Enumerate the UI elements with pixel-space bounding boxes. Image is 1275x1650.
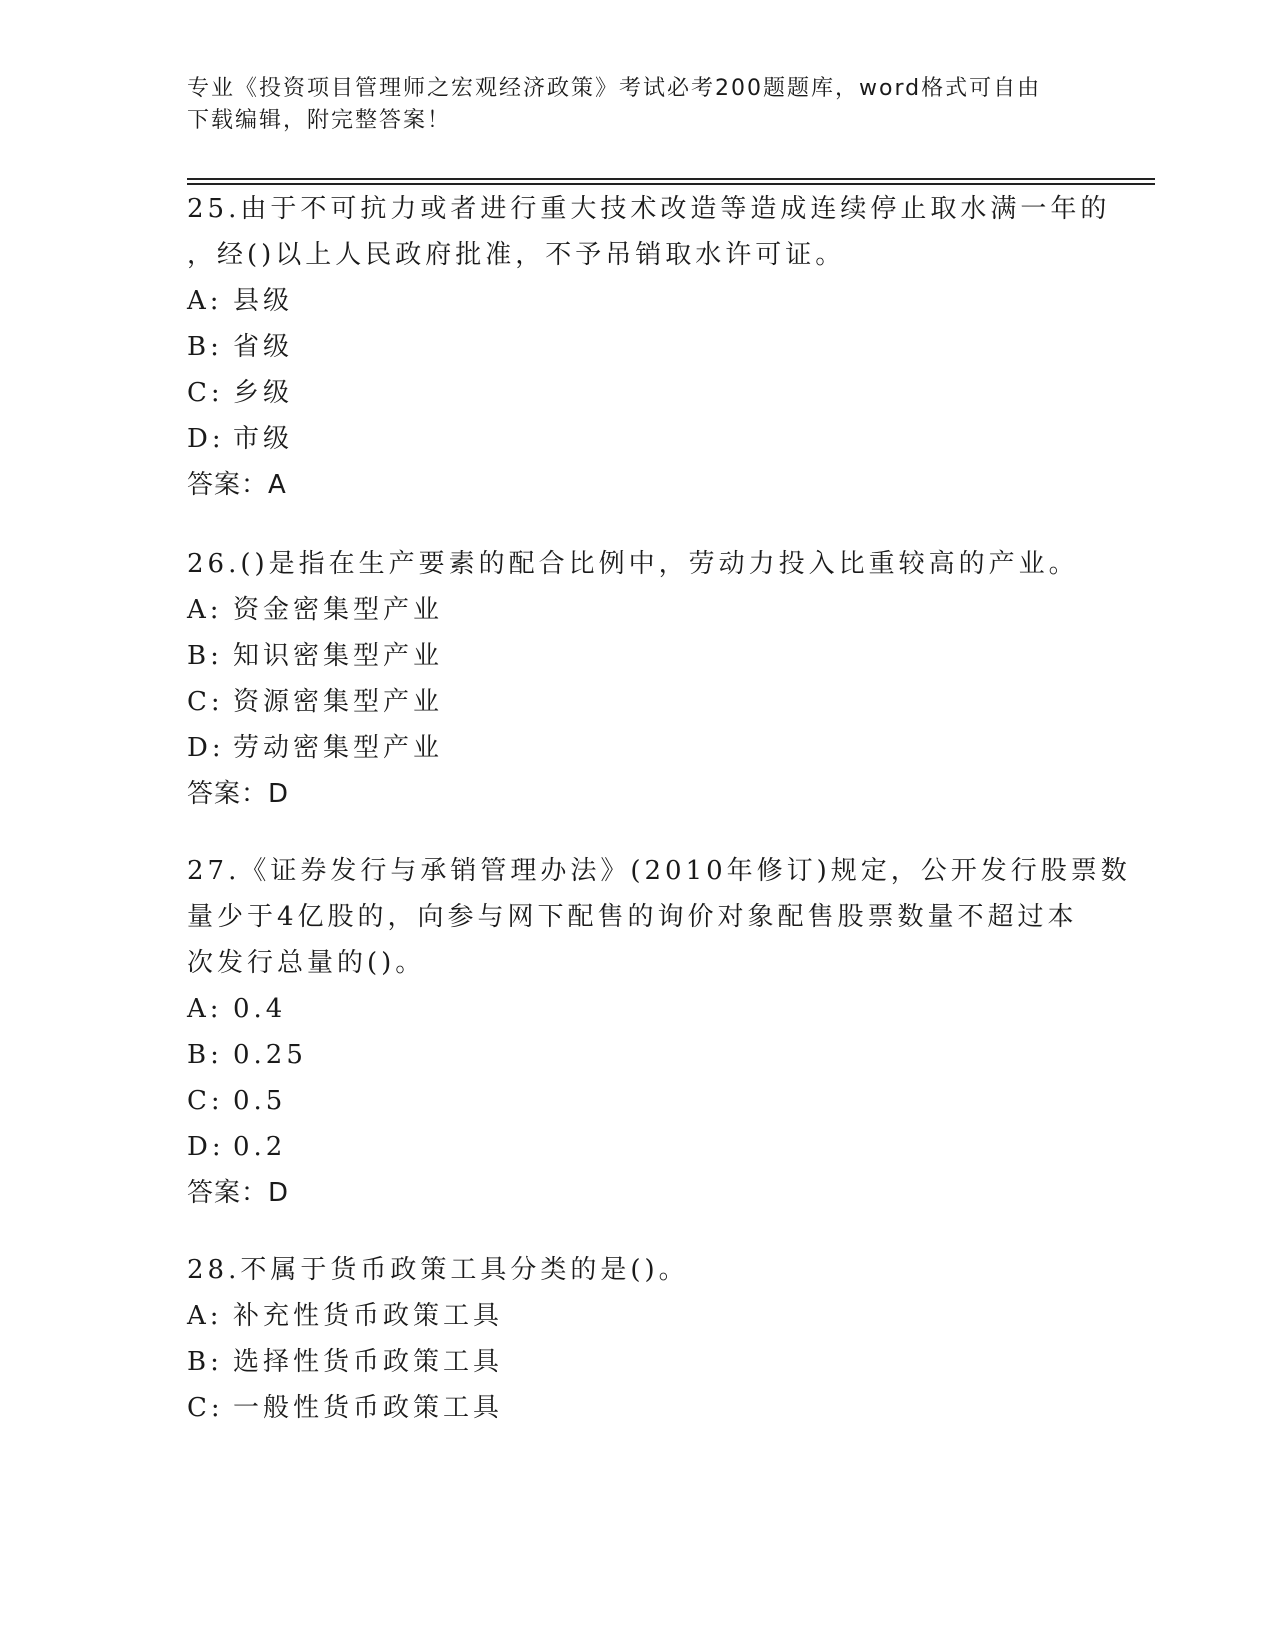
option-text: 0.25 [233, 1040, 307, 1070]
option-text: 乡级 [233, 378, 294, 408]
option-text: 一般性货币政策工具 [233, 1393, 504, 1423]
header-line-2: 下载编辑，附完整答案！ [187, 108, 452, 133]
option-a [187, 986, 1087, 1032]
option-letter: D: [187, 424, 225, 454]
question-text-line: 28.不属于货币政策工具分类的是()。 [187, 1255, 689, 1285]
option-letter: C: [187, 1086, 224, 1116]
answer: 答案：A [187, 470, 287, 500]
option-a [187, 1293, 1087, 1339]
option-b [187, 324, 1087, 370]
option-letter: C: [187, 1393, 224, 1423]
option-c [187, 1078, 1087, 1124]
option-text: 省级 [233, 332, 294, 362]
option-letter: D: [187, 1132, 225, 1162]
option-c [187, 1385, 1087, 1431]
option-c [187, 679, 1087, 725]
option-b [187, 1339, 1087, 1385]
question-text-line: 27.《证券发行与承销管理办法》(2010年修订)规定，公开发行股票数 [187, 856, 1131, 886]
question-28 [187, 1247, 1087, 1431]
option-text: 劳动密集型产业 [233, 733, 444, 763]
option-text: 知识密集型产业 [233, 641, 444, 671]
option-letter: A: [187, 595, 223, 625]
option-letter: C: [187, 378, 224, 408]
answer: 答案：D [187, 1178, 290, 1208]
header-divider-top [187, 178, 1155, 180]
option-text: 0.2 [233, 1132, 287, 1162]
option-letter: D: [187, 733, 225, 763]
option-c [187, 370, 1087, 416]
question-text-line: 量少于4亿股的，向参与网下配售的询价对象配售股票数量不超过本 [187, 902, 1078, 932]
answer: 答案：D [187, 779, 290, 809]
option-text: 0.5 [233, 1086, 287, 1116]
option-text: 资金密集型产业 [233, 595, 444, 625]
option-letter: C: [187, 687, 224, 717]
option-letter: B: [187, 1040, 223, 1070]
option-b [187, 1032, 1087, 1078]
option-d [187, 1124, 1087, 1170]
option-letter: B: [187, 1347, 223, 1377]
option-text: 资源密集型产业 [233, 687, 444, 717]
option-letter: A: [187, 994, 223, 1024]
option-b [187, 633, 1087, 679]
question-text-line: ，经()以上人民政府批准，不予吊销取水许可证。 [187, 240, 846, 270]
document-header [187, 73, 1087, 137]
header-line-1: 专业《投资项目管理师之宏观经济政策》考试必考200题题库，word格式可自由 [187, 76, 1042, 101]
option-letter: B: [187, 332, 223, 362]
option-letter: A: [187, 1301, 223, 1331]
option-d [187, 416, 1087, 462]
option-text: 选择性货币政策工具 [233, 1347, 504, 1377]
option-text: 县级 [233, 286, 294, 316]
question-25 [187, 186, 1111, 508]
option-d [187, 725, 1087, 771]
question-27 [187, 848, 1131, 1216]
question-26 [187, 541, 1087, 817]
question-text-line: 26.()是指在生产要素的配合比例中，劳动力投入比重较高的产业。 [187, 549, 1079, 579]
option-text: 0.4 [233, 994, 287, 1024]
question-text-line: 25.由于不可抗力或者进行重大技术改造等造成连续停止取水满一年的 [187, 194, 1111, 224]
option-a [187, 278, 1087, 324]
option-text: 补充性货币政策工具 [233, 1301, 504, 1331]
option-letter: B: [187, 641, 223, 671]
option-letter: A: [187, 286, 223, 316]
question-text-line: 次发行总量的()。 [187, 948, 426, 978]
option-a [187, 587, 1087, 633]
option-text: 市级 [233, 424, 294, 454]
header-divider-bottom [187, 183, 1155, 185]
